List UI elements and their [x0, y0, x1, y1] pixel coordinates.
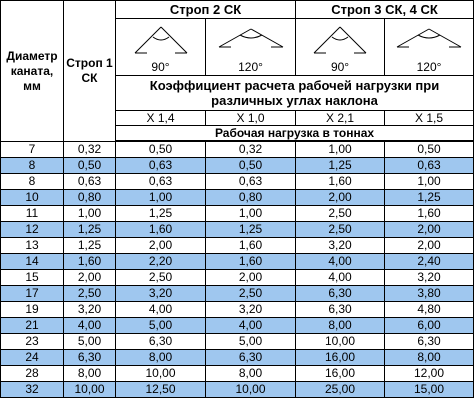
- coefficient-title: Коэффициент расчета рабочей нагрузки при различных углах наклона: [116, 76, 474, 111]
- diameter-cell: 12: [1, 222, 64, 238]
- load-cell: 0,50: [206, 158, 296, 174]
- load-cell: 1,00: [64, 206, 116, 222]
- table-row: [1, 302, 474, 318]
- diameter-cell: 28: [1, 366, 64, 382]
- strop2-header: Строп 2 СК: [116, 1, 296, 19]
- table-row: [1, 190, 474, 206]
- load-cell: 10,00: [206, 382, 296, 398]
- load-cell: 1,25: [116, 206, 206, 222]
- load-cell: 3,20: [296, 238, 385, 254]
- load-cell: 8,00: [296, 318, 385, 334]
- diameter-cell: 13: [1, 238, 64, 254]
- load-cell: 1,60: [64, 254, 116, 270]
- load-cell: 6,30: [64, 350, 116, 366]
- load-cell: 4,00: [296, 270, 385, 286]
- load-cell: 8,00: [385, 350, 474, 366]
- diameter-cell: 8: [1, 174, 64, 190]
- diameter-cell: 19: [1, 302, 64, 318]
- load-cell: 8,00: [206, 366, 296, 382]
- load-cell: 1,00: [116, 190, 206, 206]
- load-cell: 1,60: [206, 238, 296, 254]
- load-cell: 12,00: [385, 366, 474, 382]
- work-load-label: Рабочая нагрузка в тоннах: [116, 126, 474, 141]
- load-cell: 0,63: [116, 158, 206, 174]
- load-cell: 0,80: [206, 190, 296, 206]
- strop1-header: Строп 1 СК: [64, 1, 116, 142]
- diameter-cell: 14: [1, 254, 64, 270]
- table-row: [1, 222, 474, 238]
- angle-label: 120°: [238, 60, 263, 74]
- load-cell: 3,20: [116, 286, 206, 302]
- load-cell: 3,20: [206, 302, 296, 318]
- diameter-cell: 8: [1, 158, 64, 174]
- load-cell: 0,32: [206, 142, 296, 158]
- table-row: [1, 382, 474, 398]
- load-cell: 6,30: [206, 350, 296, 366]
- load-cell: 0,50: [116, 142, 206, 158]
- diameter-cell: 32: [1, 382, 64, 398]
- diameter-cell: 7: [1, 142, 64, 158]
- angle-label: 90°: [330, 60, 350, 74]
- load-cell: 4,00: [296, 254, 385, 270]
- load-cell: 6,00: [385, 318, 474, 334]
- sling-90-icon: [131, 23, 191, 59]
- load-cell: 2,00: [64, 270, 116, 286]
- table-row: [1, 318, 474, 334]
- load-cell: 1,25: [64, 222, 116, 238]
- load-cell: 2,00: [206, 270, 296, 286]
- load-cell: 8,00: [116, 350, 206, 366]
- load-cell: 4,00: [116, 302, 206, 318]
- load-cell: 10,00: [64, 382, 116, 398]
- load-cell: 10,00: [296, 334, 385, 350]
- sling-120-icon: [216, 23, 286, 59]
- load-cell: 6,30: [116, 334, 206, 350]
- coefficient-value: Х 2,1: [296, 111, 385, 126]
- angle-diagram-cell: [385, 19, 474, 76]
- load-cell: 2,50: [64, 286, 116, 302]
- load-cell: 1,25: [296, 158, 385, 174]
- load-cell: 3,20: [64, 302, 116, 318]
- load-cell: 5,00: [64, 334, 116, 350]
- load-cell: 6,30: [385, 334, 474, 350]
- table-row: [1, 270, 474, 286]
- load-cell: 8,00: [64, 366, 116, 382]
- load-cell: 16,00: [296, 366, 385, 382]
- load-cell: 1,60: [296, 174, 385, 190]
- diameter-cell: 10: [1, 190, 64, 206]
- load-cell: 4,00: [64, 318, 116, 334]
- load-cell: 1,25: [385, 190, 474, 206]
- load-cell: 0,32: [64, 142, 116, 158]
- load-cell: 1,00: [385, 174, 474, 190]
- load-cell: 1,60: [206, 254, 296, 270]
- load-cell: 5,00: [116, 318, 206, 334]
- load-cell: 1,60: [385, 206, 474, 222]
- table-row: [1, 206, 474, 222]
- angle-diagram-cell: [206, 19, 296, 76]
- load-cell: 1,60: [116, 222, 206, 238]
- table-row: [1, 366, 474, 382]
- coefficient-value: Х 1,4: [116, 111, 206, 126]
- diameter-cell: 24: [1, 350, 64, 366]
- load-cell: 0,50: [64, 158, 116, 174]
- load-cell: 3,80: [385, 286, 474, 302]
- load-cell: 16,00: [296, 350, 385, 366]
- load-cell: 25,00: [296, 382, 385, 398]
- sling-90-icon: [310, 23, 370, 59]
- load-cell: 3,20: [385, 270, 474, 286]
- load-cell: 0,63: [116, 174, 206, 190]
- load-cell: 2,50: [206, 286, 296, 302]
- diameter-cell: 17: [1, 286, 64, 302]
- strop34-header: Строп 3 СК, 4 СК: [296, 1, 474, 19]
- load-cell: 0,80: [64, 190, 116, 206]
- angle-label: 120°: [416, 60, 442, 74]
- diameter-cell: 15: [1, 270, 64, 286]
- angle-diagram-cell: [296, 19, 385, 76]
- load-cell: 6,30: [296, 286, 385, 302]
- load-cell: 2,50: [116, 270, 206, 286]
- load-cell: 2,00: [116, 238, 206, 254]
- load-cell: 0,63: [64, 174, 116, 190]
- load-cell: 2,50: [296, 206, 385, 222]
- angle-label: 90°: [151, 60, 170, 74]
- load-cell: 6,30: [296, 302, 385, 318]
- table-row: [1, 238, 474, 254]
- load-cell: 5,00: [206, 334, 296, 350]
- load-cell: 1,25: [206, 222, 296, 238]
- diameter-header: Диаметр каната, мм: [1, 1, 64, 142]
- sling-120-icon: [394, 23, 464, 59]
- table-row: [1, 286, 474, 302]
- load-cell: 4,00: [206, 318, 296, 334]
- table-row: [1, 334, 474, 350]
- load-cell: 2,00: [296, 190, 385, 206]
- table-row: [1, 350, 474, 366]
- load-cell: 2,50: [296, 222, 385, 238]
- load-cell: 0,63: [385, 158, 474, 174]
- load-cell: 4,80: [385, 302, 474, 318]
- load-cell: 12,50: [116, 382, 206, 398]
- load-cell: 1,00: [206, 206, 296, 222]
- load-cell: 10,00: [116, 366, 206, 382]
- table-row: [1, 158, 474, 174]
- angle-diagram-cell: [116, 19, 206, 76]
- table-row: [1, 254, 474, 270]
- load-cell: 15,00: [385, 382, 474, 398]
- coefficient-value: Х 1,5: [385, 111, 474, 126]
- coefficient-value: Х 1,0: [206, 111, 296, 126]
- diameter-cell: 23: [1, 334, 64, 350]
- table-row: [1, 142, 474, 158]
- diameter-cell: 21: [1, 318, 64, 334]
- load-cell: 2,40: [385, 254, 474, 270]
- load-cell: 2,00: [385, 238, 474, 254]
- load-cell: 1,00: [296, 142, 385, 158]
- load-cell: 0,50: [385, 142, 474, 158]
- load-cell: 2,00: [385, 222, 474, 238]
- table-row: [1, 174, 474, 190]
- load-cell: 1,25: [64, 238, 116, 254]
- diameter-cell: 11: [1, 206, 64, 222]
- load-cell: 2,20: [116, 254, 206, 270]
- load-cell: 0,63: [206, 174, 296, 190]
